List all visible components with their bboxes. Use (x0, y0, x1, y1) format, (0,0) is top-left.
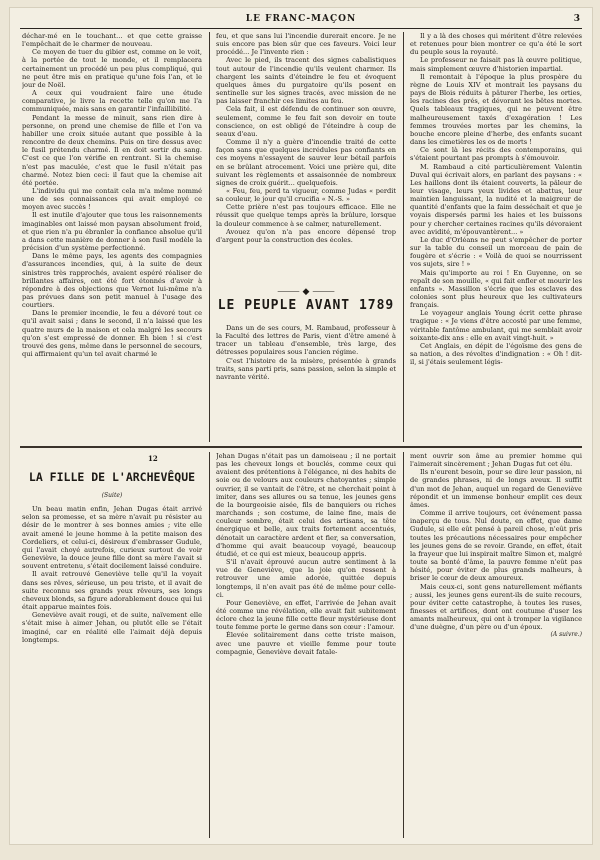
bottom-column-2 (216, 452, 396, 838)
paragraph: Mais qu'importe au roi ! En Guyenne, on se repaît de son mouille, « qui fait enfler et mourir les enfants ». Massillon s'écrie que les esclaves des colonies sont plus heureux que les cultivateurs français. (410, 268, 582, 310)
column-divider (209, 452, 210, 838)
paragraph: Avec le pied, ils tracent des signes cabalistiques tout autour de l'incendie qu'ils veulent charmer. Ils chargent les saints d'éteindre le feu et évoquent quelques âmes du purgatoire qu'ils posent en sentinelle sur les signes tracés, avec mission de ne pas laisser franchir ces limites au feu. (216, 56, 396, 106)
page-number: 3 (573, 14, 580, 24)
paragraph: Dans un de ses cours, M. Rambaud, professeur à la Faculté des lettres de Paris, vient d'être amené à tracer un tableau d'ensemble, très large, des détresses populaires sous l'ancien régime. (216, 324, 396, 357)
paragraph: C'est l'histoire de la misère, présentée à grands traits, sans parti pris, sans passion, selon la simple et navrante vérité. (216, 356, 396, 381)
paragraph: « Feu, feu, perd ta vigueur, comme Judas « perdit sa couleur, le jour qu'il crucifia « N.-S. » (216, 186, 396, 204)
top-column-3 (410, 32, 582, 442)
page-header (20, 14, 582, 29)
section-divider (20, 446, 582, 448)
paragraph: A ceux qui voudraient faire une étude comparative, je livre la recette telle qu'on me l'a communiquée, mais sans en garantir l'infaillibilité. (22, 89, 202, 114)
article-headline-fille: LA FILLE DE L'ARCHEVÊQUE (28, 470, 196, 484)
paragraph: Avouez qu'on n'a pas encore dépensé trop d'argent pour la construction des écoles. (216, 227, 396, 244)
paragraph: Pendant la messe de minuit, sans rien dire à personne, on prend une chemise de fille et l'on va habiller une croix située autant que possible à la rencontre de deux chemins. Puis on tire dessus avec le fusil prétendu charmé. Il en doit sortir du sang. C'est ce que l'on vérifie en rentrant. Si la chemise n'est pas maculée, c'est que le fusil n'était pas charmé. Notez bien ceci: il faut que la chemise ait été portée. (22, 113, 202, 187)
paragraph: Comme il n'y a guère d'incendie traité de cette façon sans que quelques incrédules pas confiants en ces moyens n'essayent de sauver leur bétail parfois en se brûlant atrocement. Voici une prière qui, dite suivant les règlements et assaisonnée de nombreux signes de croix guérit... quelquefois. (216, 138, 396, 187)
paragraph: Ce sont là les récits des contemporains, qui s'étaient pourtant pas prompts à s'émouvoir. (410, 146, 582, 163)
bottom-column-3 (410, 452, 582, 838)
paragraph: Il y a là des choses qui méritent d'être relevées et retenues pour bien montrer ce qu'a été le sort du peuple sous la royauté. (410, 32, 582, 57)
newspaper-page (10, 8, 592, 844)
column-divider (403, 452, 404, 838)
paragraph: Ce moyen de tuer du gibier est, comme on le voit, à la portée de tout le monde, et il remplacera certainement un procédé un peu plus compliqué, qui ne peut être mis en pratique qu'une fois l'an, et le jour de Noël. (22, 48, 202, 89)
paragraph: Il est inutile d'ajouter que tous les raisonnements imaginables ont laissé mon paysan absolument froid, et que rien n'a pu ébranler la confiance absolue qu'il a dans cette manière de donner à son fusil modèle la précision d'un système perfectionné. (22, 211, 202, 253)
paragraph: Le duc d'Orléans ne peut s'empêcher de porter sur la table du conseil un morceau de pain de fougère et s'écrie : « Voilà de quoi se nourrissent vos sujets, sire ! » (410, 235, 582, 269)
paragraph: Il avait retrouvé Geneviève telle qu'il la voyait dans ses rêves, sérieuse, un peu triste, et il avait de suite reconnu ses grands yeux rêveurs, ses longs cheveux blonds, sa figure adorablement douce qui lui était apparue maintes fois. (22, 570, 202, 612)
paragraph: déchar-mé en le touchant... et que cette graisse l'empêchait de le charmer de nouveau. (22, 32, 202, 49)
paragraph: L'individu qui me contait cela m'a même nommé une de ses connaissances qui avait employé ce moyen avec succès ! (22, 186, 202, 212)
paragraph: ment ouvrir son âme au premier homme qui l'aimerait sincèrement ; Jehan Dugas fut cet élu. (410, 452, 582, 469)
bottom-column-1 (22, 490, 202, 836)
masthead-title: LE FRANC-MAÇON (245, 14, 357, 24)
top-column-1 (22, 32, 202, 442)
paragraph: Il remontait à l'époque la plus prospère du règne de Louis XIV et montrait les paysans du pays de Blois réduits à pâturer l'herbe, les orties, les racines des prés, et dévorant les bêtes mortes. Quels tableaux tragiques, qui ne peuvent être malheureusement taxés d'exagération ! Les femmes trouvées mortes par les chemins, la bouche encore pleine d'herbe, des enfants sucant dans les cimetières les os de morts ! (410, 72, 582, 147)
paragraph: Pour Geneviève, en effet, l'arrivée de Jehan avait été comme une révélation, elle avait fait subitement éclore chez la jeune fille cette fleur mystérieuse dont toute femme porte le germe dans son cœur : l'amour. (216, 598, 396, 632)
paragraph: S'il n'avait éprouvé aucun autre sentiment à la vue de Geneviève, que la joie qu'on ressent à retrouver une amie adorée, quittée depuis longtemps, il n'en avait pas été de même pour celle-ci. (216, 558, 396, 599)
paragraph: Un beau matin enfin, Jehan Dugas était arrivé selon sa promesse, et sa mère n'avait pu résister au désir de le montrer à ses bonnes amies ; vite elle avait amené le jeune homme à la petite maison des Cordeliers, et celui-ci, désireux d'embrasser Gudule, qui l'avait choyé autrefois, curieux surtout de voir Geneviève, la douce jeune fille dont sa mère l'avait si souvent entretenu, s'était docilement laissé conduire. (22, 505, 202, 571)
continued-label: (A suivre.) (550, 631, 582, 639)
article-headline-peuple: LE PEUPLE AVANT 1789 (217, 298, 395, 313)
top-column-2-continued (216, 324, 396, 442)
paragraph: Geneviève avait rougi, et de suite, naïvement elle s'était mise à aimer Jehan, ou plutôt elle se l'était imaginé, car en réalité elle l'aimait déjà depuis longtemps. (22, 611, 202, 644)
paragraph: Le professeur ne faisait pas là œuvre politique, mais simplement œuvre d'historien impartial. (410, 56, 582, 73)
paragraph: Cela fait, il est défendu de continuer son œuvre, seulement, comme le feu fait son devoir en toute conscience, on est obligé de l'éteindre à coup de seaux d'eau. (216, 105, 396, 138)
paragraph: Comme il arrive toujours, cet événement passa inaperçu de tous. Nul doute, en effet, que dame Gudule, si elle eût pensé à pareil chose, n'eût pris toutes les précautions nécessaires pour empêcher les jeunes gens de se revoir. Grande, en effet, était la frayeur que lui inspirait maître Simon et, malgré toute sa bonté d'âme, la pauvre femme n'eût pas hésité, pour éviter de plus grands malheurs, à briser le cœur de deux amoureux. (410, 509, 582, 583)
top-column-2 (216, 32, 396, 280)
paragraph: Mais ceux-ci, sont gens naturellement méfiants ; aussi, les jeunes gens eurent-ils de suite recours, pour éviter cette catastrophe, à toutes les ruses, finesses et artifices, dont ont coutume d'user les amants malheureux, qui ont à tromper la vigilance d'une duègne, d'un père ou d'un époux. (410, 582, 582, 632)
paragraph: Cette prière n'est pas toujours efficace. Elle ne réussit que quelque temps après la brûlure, lorsque la douleur commence à se calmer, naturellement. (216, 203, 396, 228)
paragraph: Dans le premier incendie, le feu a dévoré tout ce qu'il avait saisi ; dans le second, il n'a laissé que les quatre murs de la maison et cela malgré les secours qu'on s'est empressé de donner. Eh bien ! si c'est trouvé des gens, même dans le personnel de secours, qui affirmaient qu'un tel avait charmé le (22, 309, 202, 359)
section-number: 12 (148, 454, 158, 463)
paragraph: feu, et que sans lui l'incendie durerait encore. Je ne suis encore pas bien sûr que ces faveurs. Voici leur procédé... Je l'invente rien : (216, 32, 396, 57)
paragraph: Jehan Dugas n'était pas un damoiseau ; il ne portait pas les cheveux longs et bouclés, comme ceux qui avaient des prétentions à l'élégance, ni des habits de soie ou de velours aux couleurs chatoyantes ; simple ouvrier, il se vantait de l'être, et ne cherchait point à imiter, dans ses allures ou sa tenue, les jeunes gens de la bourgeoisie aisée, fils de banquiers ou riches marchands ; son costume, de laine fine, mais de couleur sombre, était celui des artisans, sa tête énergique et belle, aux traits fortement accentués, dénotait un caractère ardent et fier, sa conversation, d'homme qui avait beaucoup voyagé, beaucoup étudié, et ce qui est mieux, beaucoup appris. (216, 452, 396, 558)
ornament-divider: ⸻ ◆ ⸻ (277, 287, 335, 297)
paragraph: Cet Anglais, en dépit de l'égoïsme des gens de sa nation, a des révoltes d'indignation : « Oh ! dit-il, si j'étais seulement légis- (410, 341, 582, 367)
paragraph: Le voyageur anglais Young écrit cette phrase tragique : « Je viens d'être accosté par une femme, véritable fantôme ambulant, qui me semblait avoir soixante-dix ans : elle en avait vingt-huit. » (410, 309, 582, 342)
column-divider (403, 32, 404, 442)
paragraph: Élevée solitairement dans cette triste maison, avec une pauvre et vieille femme pour toute compagnie, Geneviève devait fatale- (216, 631, 396, 656)
paragraph: Dans le même pays, les agents des compagnies d'assurances incendies, qui, à la suite de deux sinistres très rapprochés, avaient espéré réaliser de brillantes affaires, ont été fort étonnés d'avoir à répondre à des objections que Vernot lui-même n'a pas prévues dans son petit manuel à l'usage des courtiers. (22, 252, 202, 310)
article-subtitle: (Suite) (101, 492, 123, 499)
paragraph: M. Rambaud a cité particulièrement Valentin Duval qui écrivait alors, en parlant des paysans : « Les haillons dont ils étaient couverts, la pâleur de leur visage, leurs yeux livides et abattus, leur maintien languissant, la nudité et la maigreur de quantité d'enfants que la faim desséchait et que je voyais dispersés parmi les haies et les buissons pour y chercher certaines racines qu'ils dévoraient avec avidité, m'épouvantèrent... » (410, 162, 582, 236)
column-divider (209, 32, 210, 442)
paragraph: Ils n'eurent besoin, pour se dire leur passion, ni de grandes phrases, ni de longs aveux. Il suffit d'un mot de Jehan, auquel un regard de Geneviève répondit et un immense bonheur emplit ces deux âmes. (410, 468, 582, 509)
